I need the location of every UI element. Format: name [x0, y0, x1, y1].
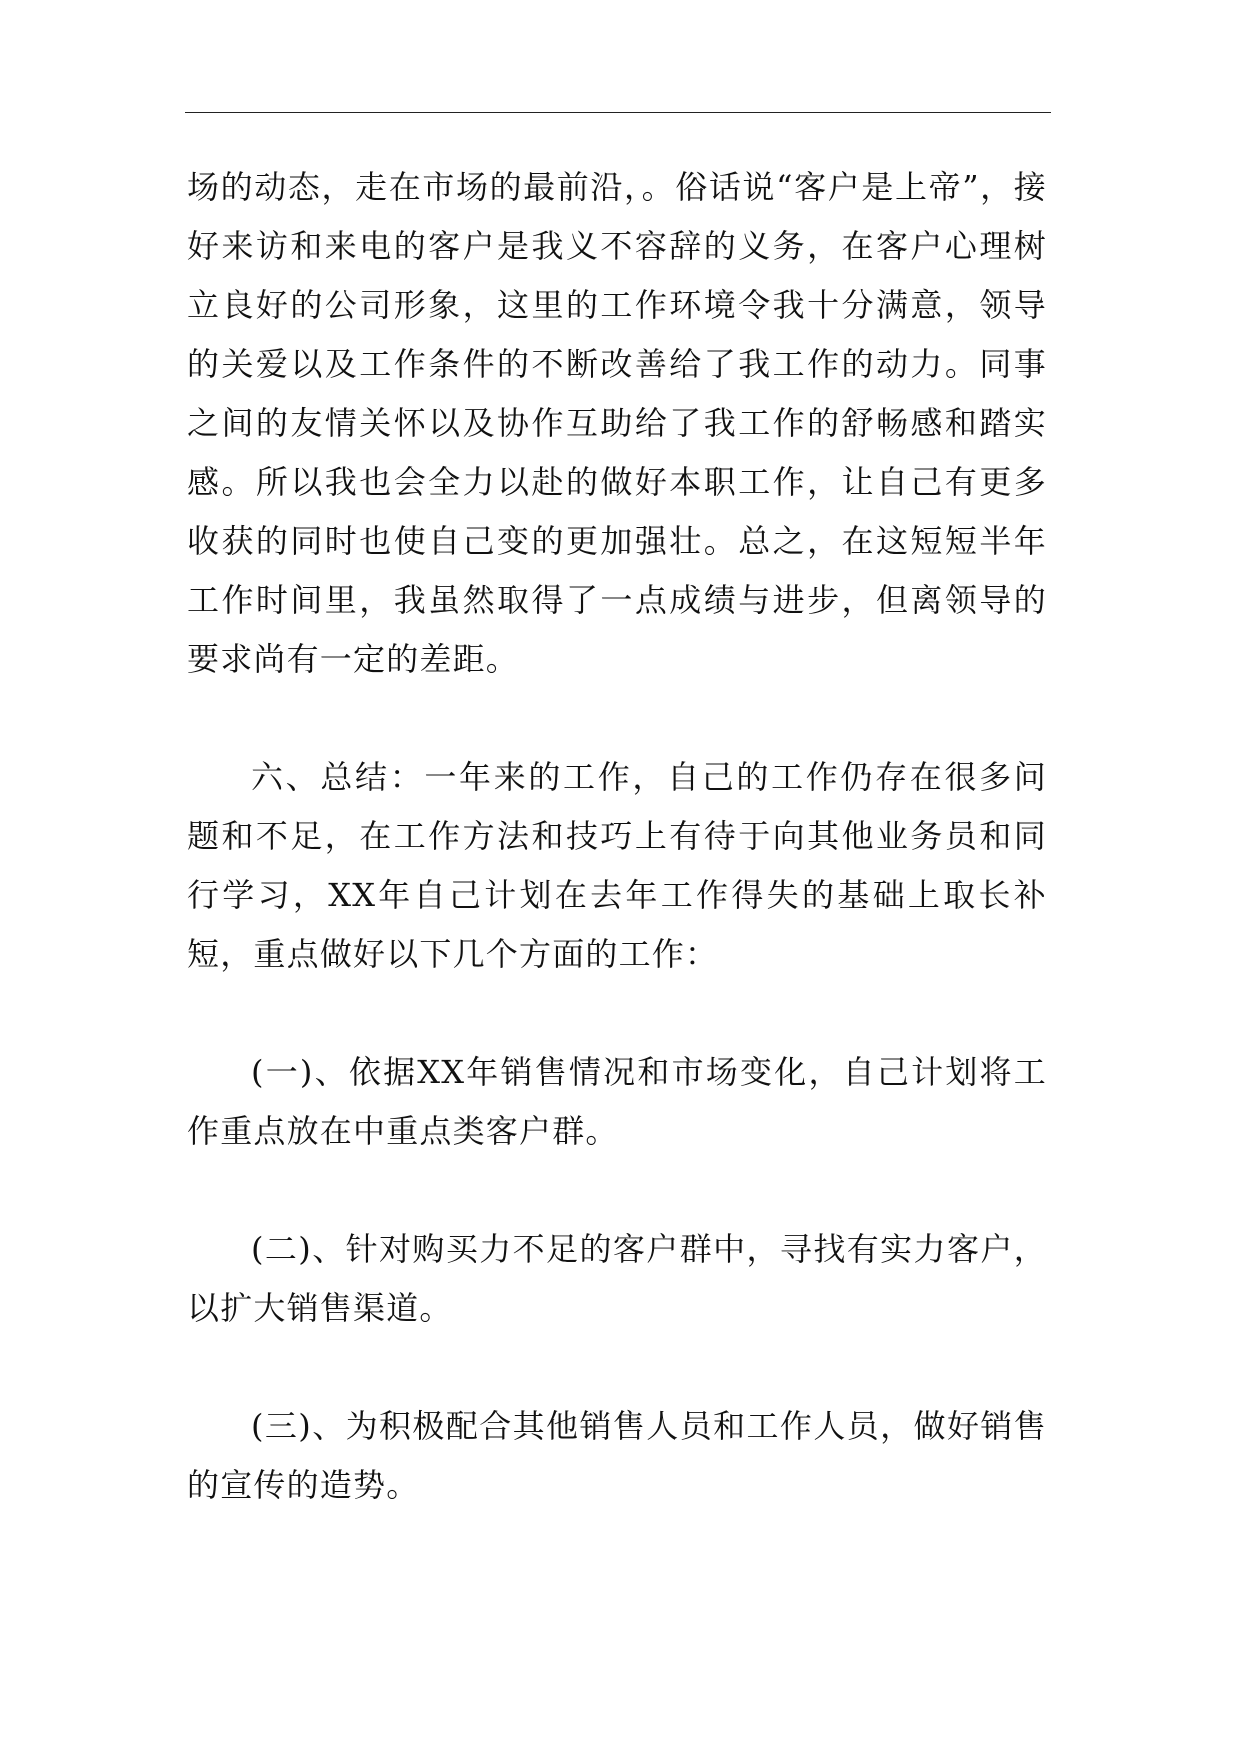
- paragraph-continuation: 场的动态，走在市场的最前沿，。俗话说“客户是上帝”，接好来访和来电的客户是我义不容辞的义务，在客户心理树立良好的公司形象，这里的工作环境令我十分满意，领导的关爱以及工作条件的不断改善给了我工作的动力。同事之间的友情关怀以及协作互助给了我工作的舒畅感和踏实感。所以我也会全力以赴的做好本职工作，让自己有更多收获的同时也使自己变的更加强壮。总之，在这短短半年工作时间里，我虽然取得了一点成绩与进步，但离领导的要求尚有一定的差距。: [187, 168, 1047, 678]
- paragraph-summary: 六、总结：一年来的工作，自己的工作仍存在很多问题和不足，在工作方法和技巧上有待于向其他业务员和同行学习，XX年自己计划在去年工作得失的基础上取长补短，重点做好以下几个方面的工作：: [187, 758, 1047, 973]
- list-item-1: (一)、依据XX年销售情况和市场变化，自己计划将工作重点放在中重点类客户群。: [187, 1053, 1047, 1150]
- header-rule: [185, 112, 1051, 113]
- list-item-2: (二)、针对购买力不足的客户群中，寻找有实力客户，以扩大销售渠道。: [187, 1230, 1047, 1327]
- list-item-3: (三)、为积极配合其他销售人员和工作人员，做好销售的宣传的造势。: [187, 1407, 1047, 1504]
- document-body: [187, 158, 1047, 1515]
